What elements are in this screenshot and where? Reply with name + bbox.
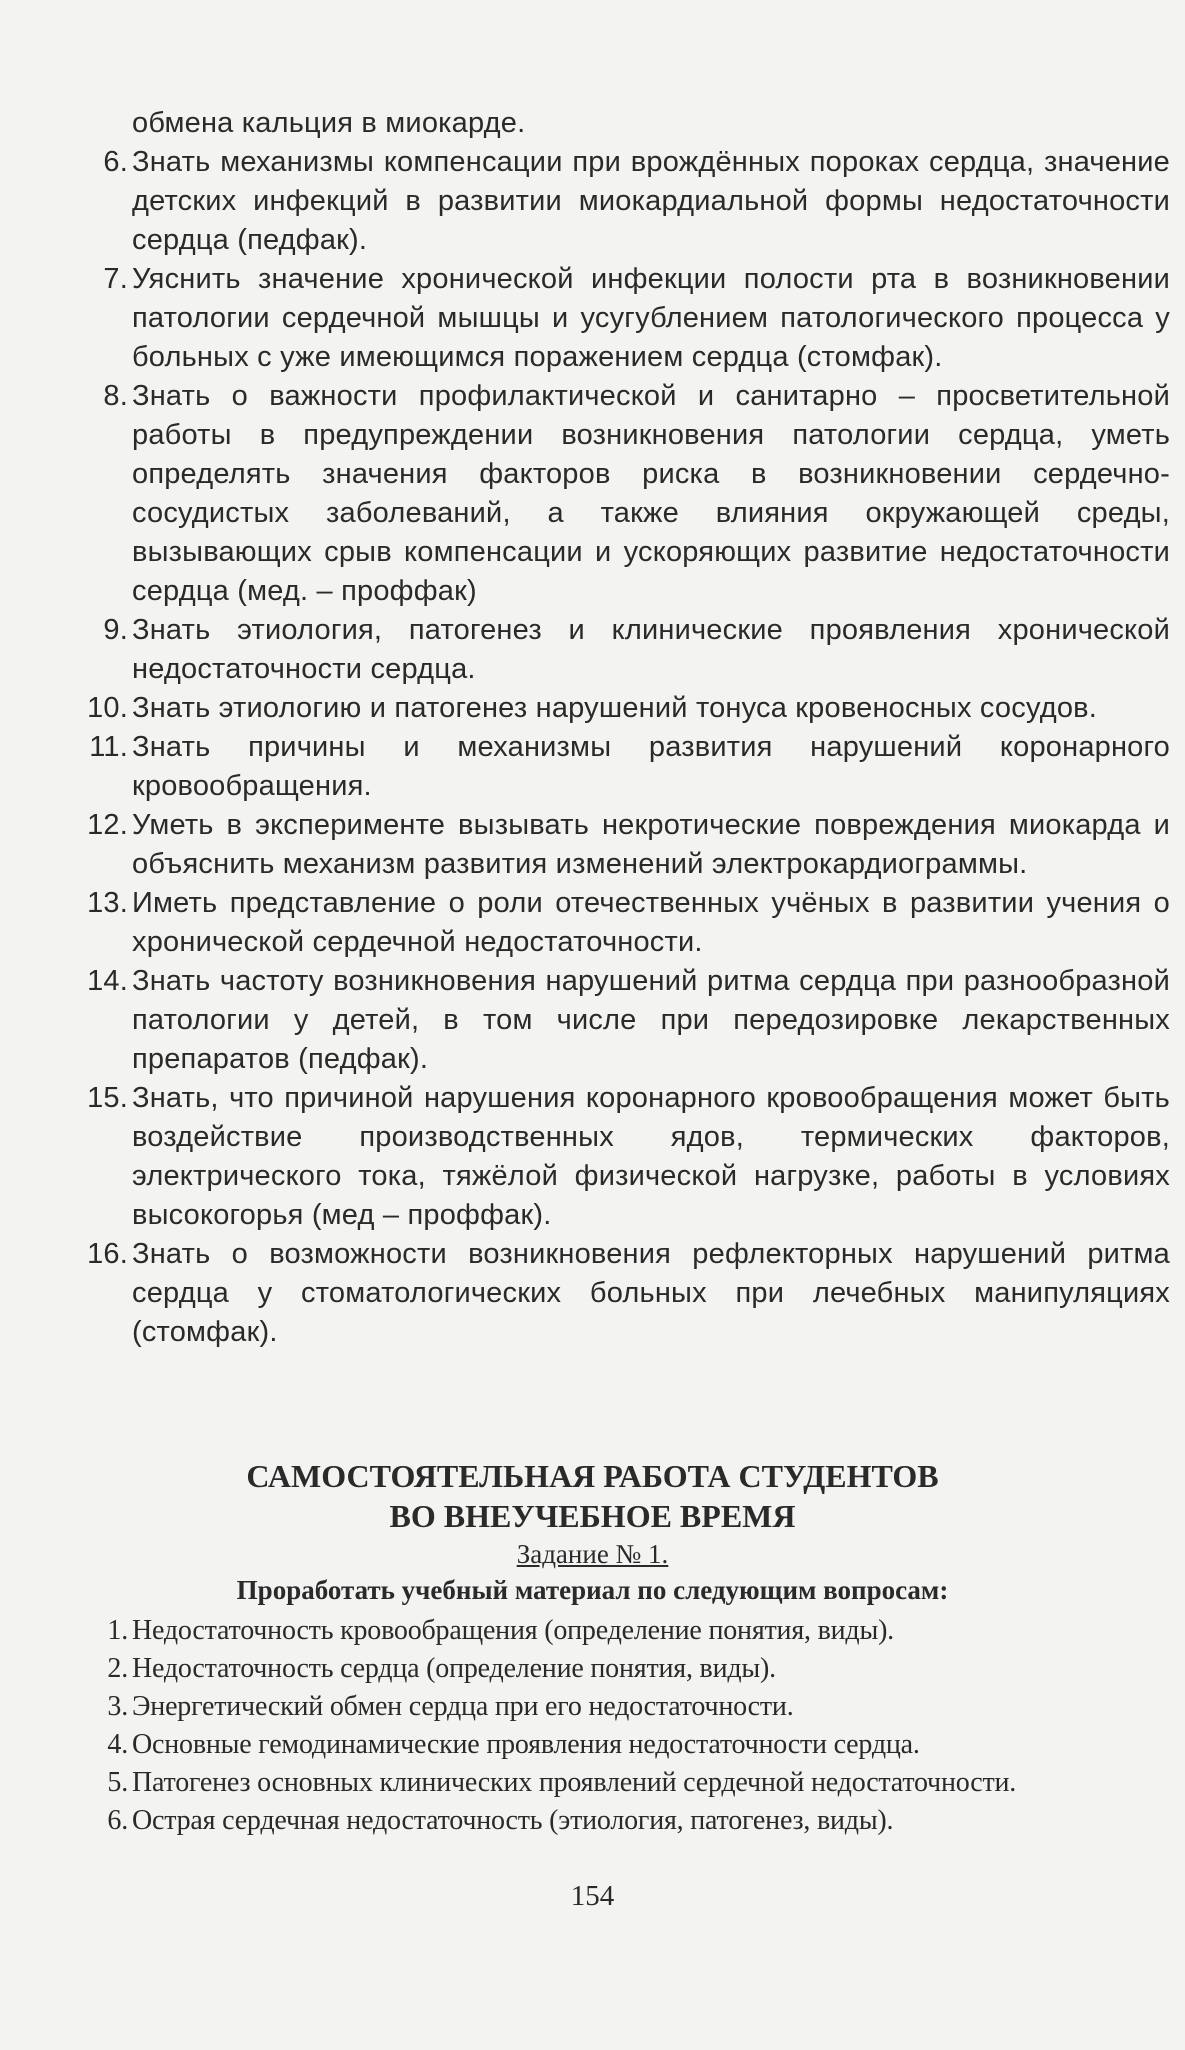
list-item [80,260,1170,377]
list-item [80,1688,1170,1726]
item-number: 2. [107,1653,128,1684]
list-item [80,806,1170,884]
item-number: 8. [103,380,128,412]
list-item [80,611,1170,689]
item-text: Знать этиологию и патогенез нарушений тонуса кровеносных сосудов. [132,692,1098,724]
section-heading [0,1456,1185,1536]
item-text: Патогенез основных клинических проявлений сердечной недостаточности. [132,1767,1017,1798]
item-number: 11. [89,731,128,763]
item-number: 9. [103,614,128,646]
item-text: Знать этиология, патогенез и клинические проявления хронической недостаточности сердца. [132,614,1170,685]
item-text: Острая сердечная недостаточность (этиология, патогенез, виды). [132,1805,894,1836]
list-item-continuation [80,104,1170,143]
item-text: Знать механизмы компенсации при врождённых пороках сердца, значение детских инфекций в развитии миокардиальной формы недостаточности сердца (педфак). [132,146,1170,256]
item-number: 16. [87,1238,128,1270]
task-subheading: Проработать учебный материал по следующим вопросам: [236,1575,949,1605]
item-number: 13. [87,887,128,919]
item-number: 14. [87,965,128,997]
list-item [80,962,1170,1079]
item-number: 1. [107,1615,128,1646]
item-text: Знать, что причиной нарушения коронарного кровообращения может быть воздействие производственных ядов, термических факторов, электрического тока, тяжёлой физической нагрузке, работы в условиях высокогорья (мед – проффак). [132,1082,1170,1231]
list-item [80,1802,1170,1840]
item-number: 10. [87,692,128,724]
list-item [80,1726,1170,1764]
item-text: Основные гемодинамические проявления недостаточности сердца. [132,1729,920,1760]
list-item [80,377,1170,611]
objectives-list [80,104,1170,1352]
item-text: Знать о важности профилактической и санитарно – просветительной работы в предупреждении возникновения патологии сердца, уметь определять значения факторов риска в возникновении сердечно-сосудистых заболеваний, а также влияния окружающей среды, вызывающих срыв компенсации и ускоряющих развитие недостаточности сердца (мед. – проффак) [132,380,1170,607]
list-item [80,1764,1170,1802]
page-number: 154 [570,1880,615,1912]
item-text: Уяснить значение хронической инфекции полости рта в возникновении патологии сердечной мышцы и усугублением патологического процесса у больных с уже имеющимся поражением сердца (стомфак). [132,263,1170,373]
item-text: Недостаточность сердца (определение понятия, виды). [132,1653,776,1684]
list-item [80,689,1170,728]
item-text: Уметь в эксперименте вызывать некротические повреждения миокарда и объяснить механизм развития изменений электрокардиограммы. [132,809,1170,880]
item-number: 6. [107,1805,128,1836]
item-text: Недостаточность кровообращения (определение понятия, виды). [132,1615,894,1646]
list-item [80,1079,1170,1235]
item-number: 5. [107,1767,128,1798]
item-text: Знать частоту возникновения нарушений ритма сердца при разнообразной патологии у детей, в том числе при передозировке лекарственных препаратов (педфак). [132,965,1170,1075]
continuation-text: обмена кальция в миокарде. [132,107,526,139]
section-title-line1: САМОСТОЯТЕЛЬНАЯ РАБОТА СТУДЕНТОВ [246,1458,939,1494]
list-item [80,884,1170,962]
item-number: 6. [103,146,128,178]
list-item [80,728,1170,806]
questions-list [80,1612,1170,1840]
item-text: Знать причины и механизмы развития нарушений коронарного кровообращения. [132,731,1170,802]
item-text: Знать о возможности возникновения рефлекторных нарушений ритма сердца у стоматологических больных при лечебных манипуляциях (стомфак). [132,1238,1170,1348]
list-item [80,1612,1170,1650]
list-item [80,1650,1170,1688]
item-text: Иметь представление о роли отечественных учёных в развитии учения о хронической сердечной недостаточности. [132,887,1170,958]
item-number: 4. [107,1729,128,1760]
item-number: 7. [103,263,128,295]
task-title: Задание № 1. [516,1539,669,1569]
item-number: 3. [107,1691,128,1722]
item-number: 12. [87,809,128,841]
list-item [80,1235,1170,1352]
list-item [80,143,1170,260]
item-number: 15. [87,1082,128,1114]
section-title-line2: ВО ВНЕУЧЕБНОЕ ВРЕМЯ [389,1498,796,1534]
item-text: Энергетический обмен сердца при его недостаточности. [132,1691,794,1722]
